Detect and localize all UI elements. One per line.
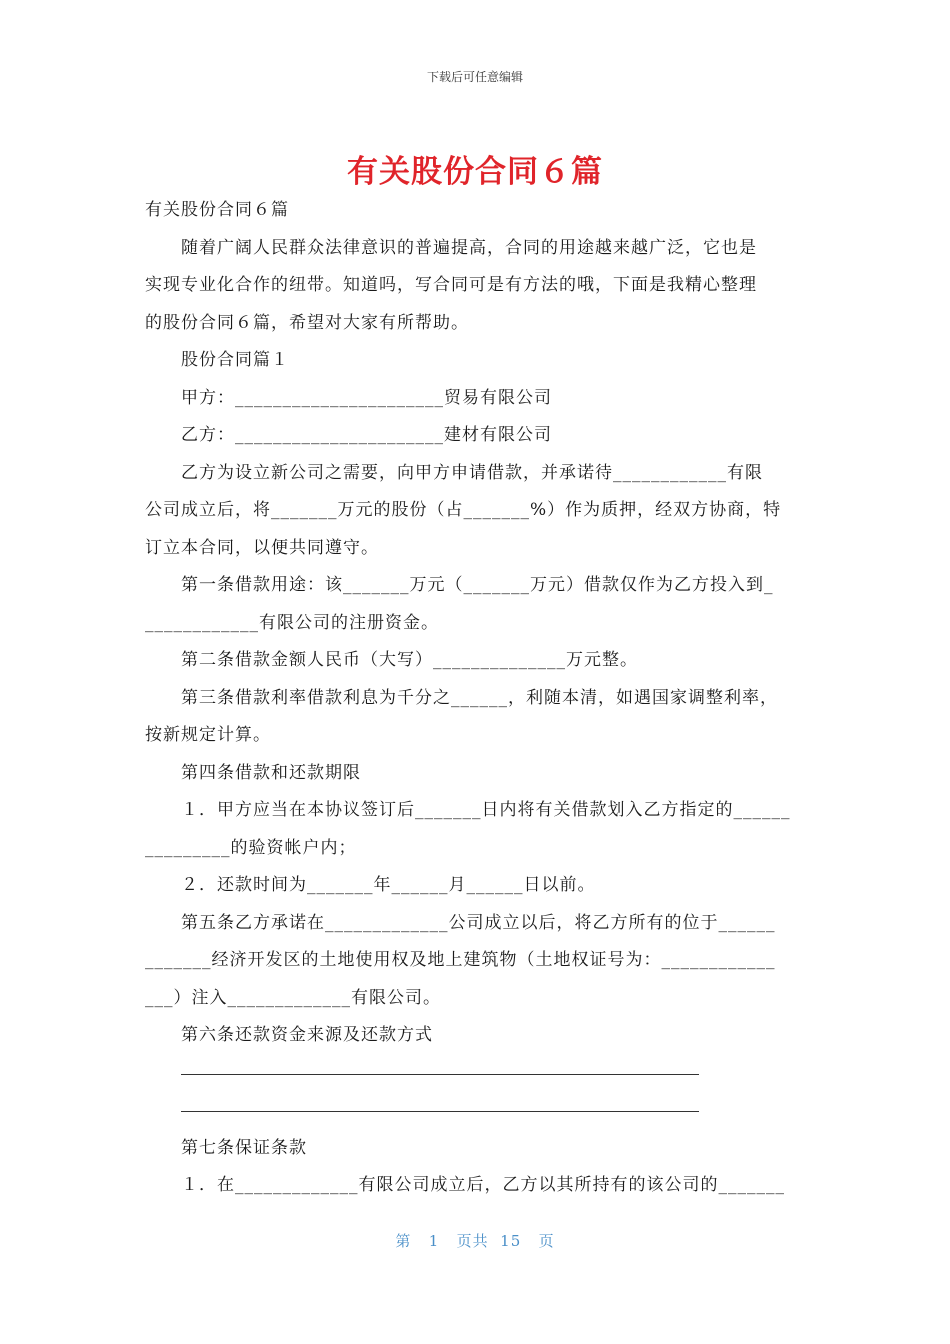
footer-page-number: 1 bbox=[428, 1232, 440, 1250]
body-line: 第一条借款用途：该_______万元（_______万元）借款仅作为乙方投入到_ bbox=[181, 575, 774, 595]
body-line: １．在_____________有限公司成立后，乙方以其所持有的该公司的_______ bbox=[181, 1175, 785, 1195]
body-line: 随着广阔人民群众法律意识的普遍提高，合同的用途越来越广泛，它也是 bbox=[181, 237, 757, 258]
body-line: 的股份合同６篇，希望对大家有所帮助。 bbox=[145, 312, 469, 333]
body-line: _________的验资帐户内； bbox=[145, 837, 357, 858]
document-body bbox=[145, 192, 805, 1205]
fill-in-rule bbox=[181, 1111, 699, 1112]
body-line: 按新规定计算。 bbox=[145, 725, 271, 745]
document-title: 有关股份合同６篇 bbox=[347, 154, 603, 190]
footer-page-label: 第 bbox=[395, 1232, 412, 1250]
section-heading: 股份合同篇１ bbox=[181, 350, 289, 370]
body-line: _______经济开发区的土地使用权及地上建筑物（土地权证号为：____________ bbox=[145, 950, 776, 970]
body-line: 第七条保证条款 bbox=[181, 1137, 307, 1158]
footer-total-pages: 15 bbox=[500, 1232, 522, 1250]
body-line: 第三条借款利率借款利息为千分之______，利随本清，如遇国家调整利率， bbox=[181, 687, 778, 708]
page-header: 下载后可任意编辑 bbox=[426, 70, 523, 84]
body-line: 第二条借款金额人民币（大写）______________万元整。 bbox=[181, 650, 638, 670]
body-line: 订立本合同，以便共同遵守。 bbox=[145, 537, 379, 558]
footer-total-label: 页共 bbox=[456, 1232, 489, 1250]
body-line: 第四条借款和还款期限 bbox=[181, 762, 361, 783]
body-line: 乙方：______________________建材有限公司 bbox=[181, 425, 552, 445]
body-line: １．甲方应当在本协议签订后_______日内将有关借款划入乙方指定的______ bbox=[181, 800, 791, 820]
body-line: ２．还款时间为_______年______月______日以前。 bbox=[181, 875, 596, 895]
body-line: 公司成立后，将_______万元的股份（占_______%）作为质押，经双方协商，特 bbox=[145, 500, 782, 520]
body-line: 甲方：______________________贸易有限公司 bbox=[181, 387, 552, 408]
fill-in-rule bbox=[181, 1074, 699, 1075]
body-line: 第五条乙方承诺在_____________公司成立以后，将乙方所有的位于______ bbox=[181, 912, 776, 933]
body-line: 乙方为设立新公司之需要，向甲方申请借款，并承诺待____________有限 bbox=[181, 462, 763, 483]
footer-end-label: 页 bbox=[538, 1232, 555, 1250]
body-line: 第六条还款资金来源及还款方式 bbox=[181, 1025, 433, 1045]
body-line: 有关股份合同６篇 bbox=[145, 200, 289, 220]
body-line: ____________有限公司的注册资金。 bbox=[145, 612, 439, 633]
body-line: 实现专业化合作的纽带。知道吗，写合同可是有方法的哦，下面是我精心整理 bbox=[145, 275, 757, 295]
body-line: ___）注入_____________有限公司。 bbox=[145, 987, 441, 1008]
page-footer bbox=[0, 1230, 950, 1251]
